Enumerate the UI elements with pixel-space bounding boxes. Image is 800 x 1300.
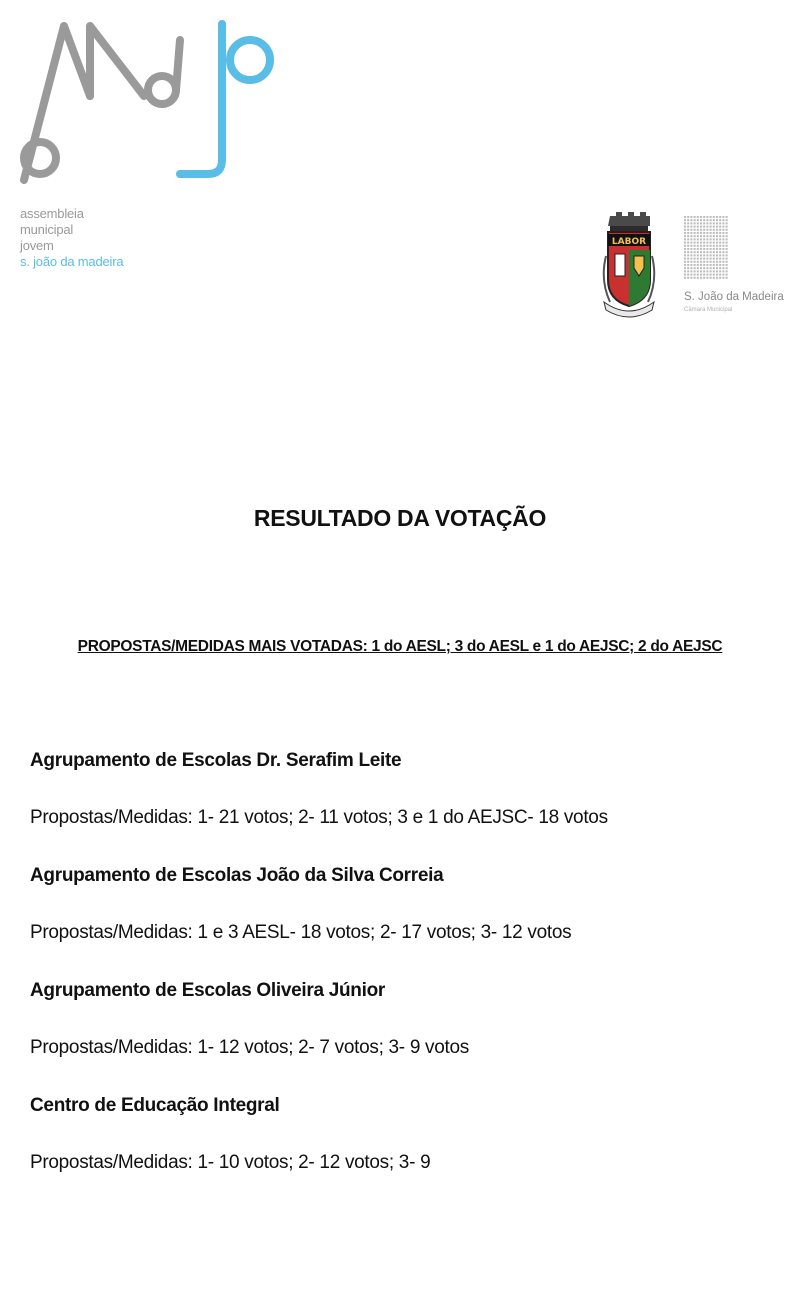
results-list [30, 746, 770, 1206]
section-title-cei: Centro de Educação Integral [30, 1095, 280, 1116]
amj-line-2: municipal [20, 222, 74, 237]
amj-line-3: jovem [20, 238, 54, 253]
sjm-subtitle: Câmara Municipal [684, 307, 733, 313]
section-results-aeoj: Propostas/Medidas: 1- 12 votos; 2- 7 votos; 3- 9 votos [30, 1037, 469, 1058]
section-results-aejsc: Propostas/Medidas: 1 e 3 AESL- 18 votos; 2- 17 votos; 3- 12 votos [30, 922, 572, 943]
amj-logo-text [20, 206, 123, 270]
amj-line-1: assembleia [20, 206, 84, 221]
sjm-logo [682, 214, 792, 324]
svg-text:LABOR: LABOR [611, 237, 647, 247]
amj-logo-icon [14, 10, 274, 190]
section-results-aesl: Propostas/Medidas: 1- 21 votos; 2- 11 votos; 3 e 1 do AEJSC- 18 votos [30, 807, 608, 828]
document-title: RESULTADO DA VOTAÇÃO [253, 505, 547, 531]
section-title-aejsc: Agrupamento de Escolas João da Silva Correia [30, 865, 444, 886]
sjm-name: S. João da Madeira [684, 291, 784, 303]
sjm-grid-icon [684, 216, 728, 280]
coat-of-arms-icon [598, 210, 660, 318]
section-title-aeoj: Agrupamento de Escolas Oliveira Júnior [30, 980, 385, 1001]
amj-city: s. joão da madeira [20, 254, 124, 269]
section-title-aesl: Agrupamento de Escolas Dr. Serafim Leite [30, 750, 402, 771]
document-subtitle: PROPOSTAS/MEDIDAS MAIS VOTADAS: 1 do AESL; 3 do AESL e 1 do AEJSC; 2 do AEJSC [77, 638, 723, 655]
section-results-cei: Propostas/Medidas: 1- 10 votos; 2- 12 votos; 3- 9 [30, 1152, 431, 1173]
